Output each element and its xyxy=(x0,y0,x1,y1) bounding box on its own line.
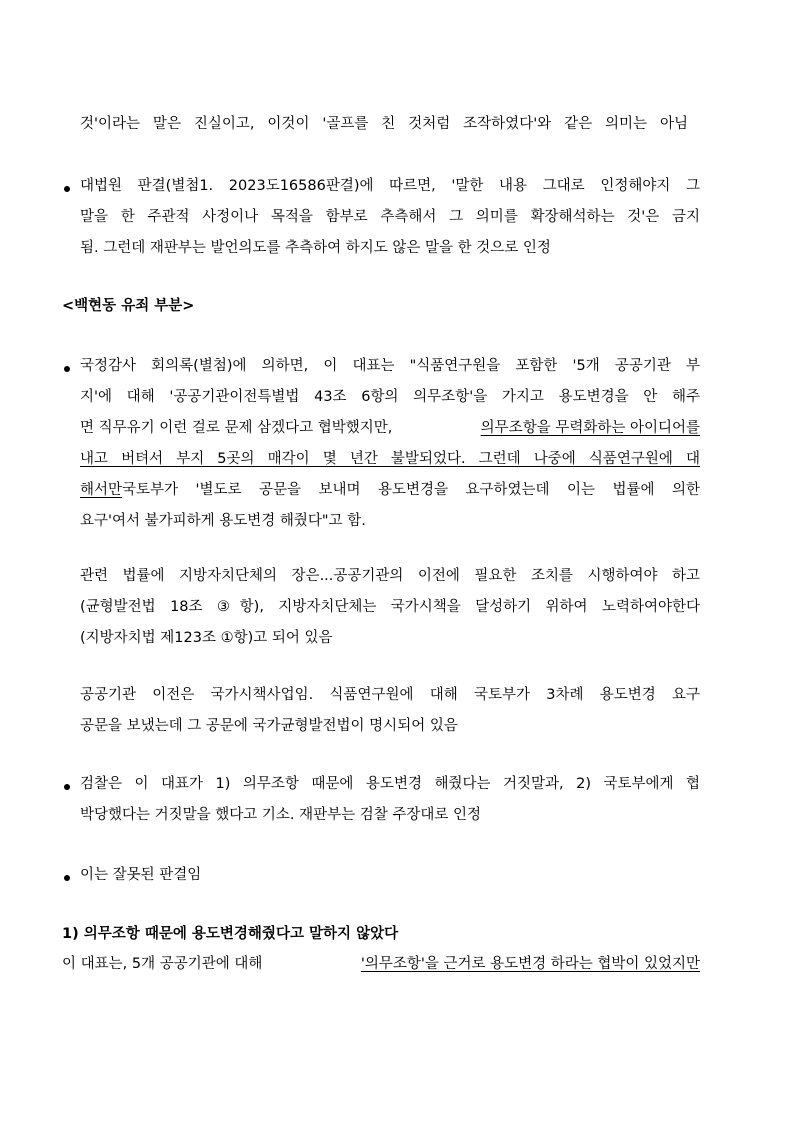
bullet2-line5-underlined: 해서만 xyxy=(80,482,123,498)
last-line xyxy=(62,954,700,974)
bullet2-line4-underlined: 내고 버텨서 부지 5곳의 매각이 몇 년간 불발되었다. 그런데 나중에 식품연구원에 대 xyxy=(80,451,700,467)
para1-line3: (지방자치법 제123조 ①항)고 되어 있음 xyxy=(80,630,333,646)
bullet2-line3-text: 면 직무유기 이런 걸로 문제 삼겠다고 협박했지만, xyxy=(80,420,393,436)
section-title: <백현동 유죄 부분> xyxy=(62,298,195,314)
bullet-dot xyxy=(64,366,70,372)
bullet2-line5 xyxy=(80,480,700,500)
bullet2-line1: 국정감사 회의록(별첨)에 의하면, 이 대표는 "식품연구원을 포함한 '5개 공공기관 부 xyxy=(80,358,700,374)
para1-line1: 관련 법률에 지방자치단체의 장은...공공기관의 이전에 필요한 조치를 시행하여야 하고 xyxy=(80,568,700,584)
bullet1-line1: 대법원 판결(별첨1. 2023도16586판결)에 따르면, '말한 내용 그대로 인정해야지 그 xyxy=(80,178,700,194)
bullet-dot xyxy=(64,875,70,881)
bullet-dot xyxy=(64,186,70,192)
bullet1-line2: 말을 한 주관적 사정이나 목적을 함부로 추측해서 그 의미를 확장해석하는 것'은 금지 xyxy=(80,209,700,225)
intro-line: 것'이라는 말은 진실이고, 이것이 '골프를 친 것처럼 조작하였다'와 같은 의미는 아님 xyxy=(80,116,688,132)
para1-line2: (균형발전법 18조 ③항), 지방자치단체는 국가시책을 달성하기 위하여 노력하여야한다 xyxy=(80,599,700,615)
bullet3-line1: 검찰은 이 대표가 1) 의무조항 때문에 용도변경 해줬다는 거짓말과, 2) 국토부에게 협 xyxy=(80,776,700,792)
last-line-underlined: '의무조항'을 근거로 용도변경 하라는 협박이 있었지만 xyxy=(360,956,700,972)
bullet2-line2: 지'에 대해 '공공기관이전특별법 43조 6항의 의무조항'을 가지고 용도변경을 안 해주 xyxy=(80,389,700,405)
last-line-text: 이 대표는, 5개 공공기관에 대해 xyxy=(62,956,263,972)
para2-line2: 공문을 보냈는데 그 공문에 국가균형발전법이 명시되어 있음 xyxy=(80,718,458,734)
bullet2-line3-underlined: 의무조항을 무력화하는 아이디어를 xyxy=(480,420,700,436)
bullet4-line: 이는 잘못된 판결임 xyxy=(80,867,202,883)
bullet2-line5-text: 국토부가 '별도로 공문을 보내며 용도변경을 요구하였는데 이는 법률에 의한 xyxy=(122,482,700,498)
para2-line1: 공공기관 이전은 국가시책사업임. 식품연구원에 대해 국토부가 3차례 용도변경 요구 xyxy=(80,687,700,703)
bullet1-line3: 됨. 그런데 재판부는 발언의도를 추측하여 하지도 않은 말을 한 것으로 인정 xyxy=(80,240,551,256)
subheading: 1) 의무조항 때문에 용도변경해줬다고 말하지 않았다 xyxy=(62,926,399,942)
bullet2-line6: 요구'여서 불가피하게 용도변경 해줬다"고 함. xyxy=(80,513,366,529)
bullet-dot xyxy=(64,784,70,790)
bullet3-line2: 박당했다는 거짓말을 했다고 기소. 재판부는 검찰 주장대로 인정 xyxy=(80,807,482,823)
bullet2-line3 xyxy=(80,418,700,438)
